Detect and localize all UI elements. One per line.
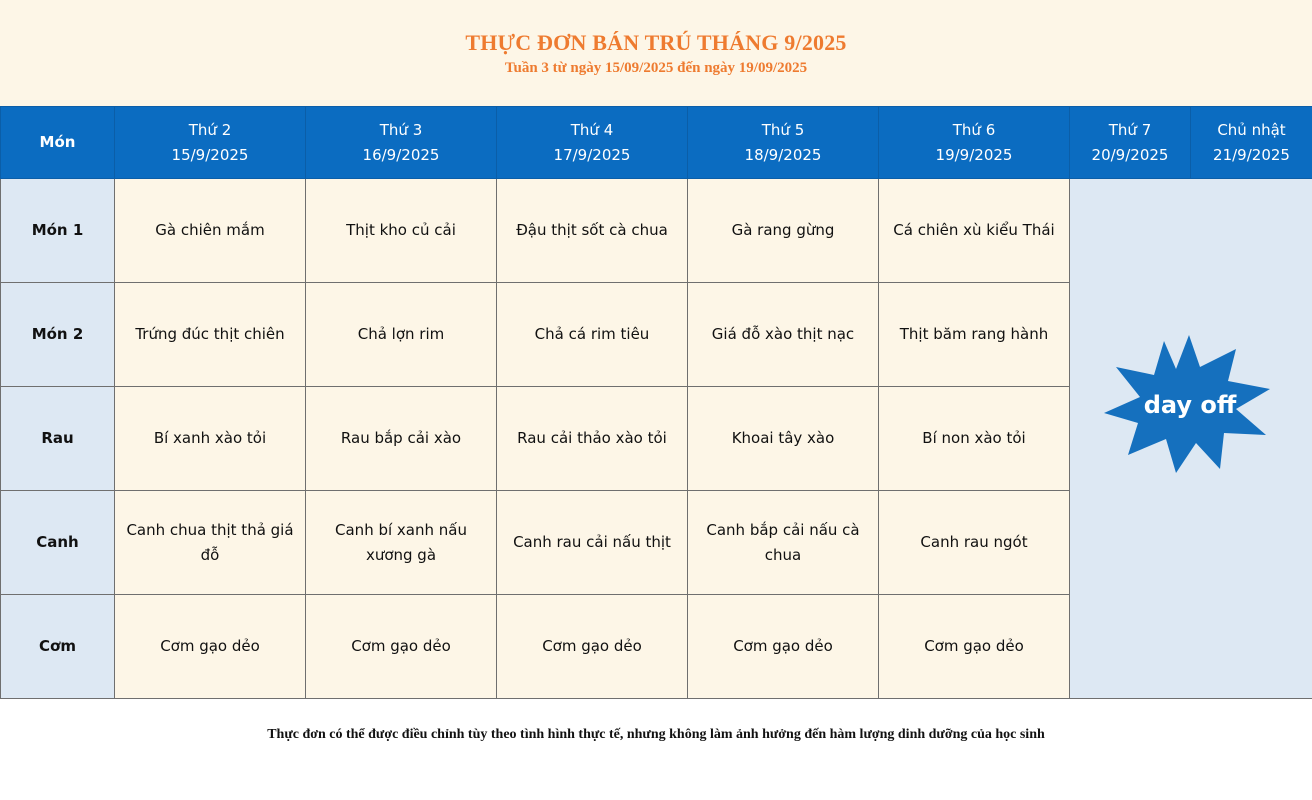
- dish-cell: Giá đỗ xào thịt nạc: [688, 283, 879, 387]
- dish-type-label: Cơm: [1, 595, 115, 699]
- dish-cell: Rau cải thảo xào tỏi: [497, 387, 688, 491]
- dish-cell: Cơm gạo dẻo: [497, 595, 688, 699]
- dish-cell: Thịt băm rang hành: [879, 283, 1070, 387]
- day-date: 21/9/2025: [1213, 145, 1290, 164]
- dish-cell: Chả cá rim tiêu: [497, 283, 688, 387]
- dish-cell: Gà rang gừng: [688, 179, 879, 283]
- day-date: 16/9/2025: [362, 145, 440, 164]
- dish-cell: Canh chua thịt thả giá đỗ: [115, 491, 306, 595]
- day-name: Thứ 4: [570, 120, 614, 139]
- dish-type-label: Món 1: [1, 179, 115, 283]
- footer-note: Thực đơn có thể được điều chỉnh tùy theo tình hình thực tế, nhưng không làm ảnh hưởng đến hàm lượng dinh dưỡng của học sinh: [267, 727, 1045, 742]
- dish-cell: Rau bắp cải xào: [306, 387, 497, 491]
- day-off-label: day off: [1143, 391, 1237, 419]
- dish-type-label: Món 2: [1, 283, 115, 387]
- menu-table: [0, 106, 1312, 699]
- weekend-day-off-cell: [1070, 179, 1312, 699]
- table-row: [1, 179, 1312, 283]
- day-name: Thứ 3: [379, 120, 423, 139]
- day-header: [115, 107, 306, 179]
- day-header: [879, 107, 1070, 179]
- dish-cell: Canh rau cải nấu thịt: [497, 491, 688, 595]
- day-date: 18/9/2025: [744, 145, 822, 164]
- dish-cell: Trứng đúc thịt chiên: [115, 283, 306, 387]
- page-subtitle: Tuần 3 từ ngày 15/09/2025 đến ngày 19/09/2025: [504, 60, 808, 76]
- day-date: 20/9/2025: [1091, 145, 1169, 164]
- dish-cell: Cá chiên xù kiểu Thái: [879, 179, 1070, 283]
- dish-cell: Canh rau ngót: [879, 491, 1070, 595]
- day-header: [1191, 107, 1312, 179]
- dish-cell: Cơm gạo dẻo: [115, 595, 306, 699]
- day-header: [688, 107, 879, 179]
- table-header-row: [1, 107, 1312, 179]
- dish-cell: Bí non xào tỏi: [879, 387, 1070, 491]
- day-name: Thứ 2: [188, 120, 232, 139]
- day-date: 19/9/2025: [935, 145, 1013, 164]
- day-header: [497, 107, 688, 179]
- dish-cell: Gà chiên mắm: [115, 179, 306, 283]
- dish-cell: Cơm gạo dẻo: [306, 595, 497, 699]
- dish-cell: Đậu thịt sốt cà chua: [497, 179, 688, 283]
- day-name: Thứ 6: [952, 120, 996, 139]
- dish-cell: Canh bí xanh nấu xương gà: [306, 491, 497, 595]
- dish-cell: Canh bắp cải nấu cà chua: [688, 491, 879, 595]
- dish-cell: Cơm gạo dẻo: [688, 595, 879, 699]
- dish-type-label: Canh: [1, 491, 115, 595]
- day-header: [306, 107, 497, 179]
- dish-cell: Thịt kho củ cải: [306, 179, 497, 283]
- dish-type-label: Rau: [1, 387, 115, 491]
- page-title: THỰC ĐƠN BÁN TRÚ THÁNG 9/2025: [465, 30, 847, 55]
- day-header: [1070, 107, 1191, 179]
- day-date: 15/9/2025: [171, 145, 249, 164]
- day-name: Thứ 7: [1108, 120, 1152, 139]
- day-date: 17/9/2025: [553, 145, 631, 164]
- dish-cell: Cơm gạo dẻo: [879, 595, 1070, 699]
- dish-cell: Bí xanh xào tỏi: [115, 387, 306, 491]
- page-header: [0, 0, 1312, 106]
- dish-cell: Khoai tây xào: [688, 387, 879, 491]
- day-off-burst-icon: [1104, 335, 1274, 475]
- day-name: Thứ 5: [761, 120, 805, 139]
- dish-cell: Chả lợn rim: [306, 283, 497, 387]
- corner-header: Món: [1, 107, 115, 179]
- day-name: Chủ nhật: [1217, 120, 1286, 139]
